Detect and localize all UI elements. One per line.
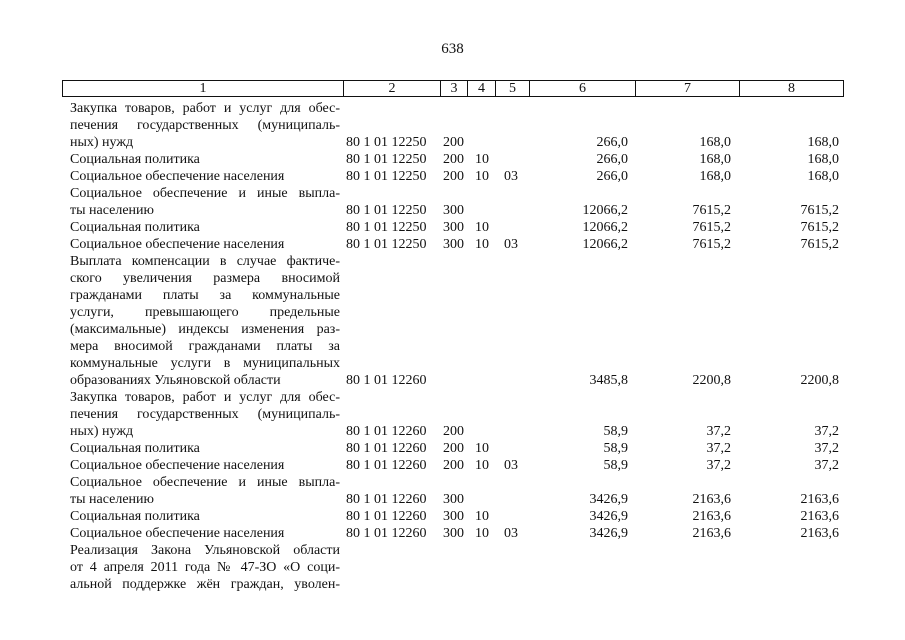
- header-col-6: 6: [529, 81, 635, 96]
- row-name-line: печения государственных (муниципаль-: [70, 118, 340, 133]
- row-value-6: 12066,2: [582, 220, 628, 235]
- row-value-7: 7615,2: [692, 237, 731, 252]
- page-number: 638: [441, 41, 464, 57]
- row-value-8: 37,2: [814, 458, 839, 473]
- table-row: [0, 253, 905, 389]
- table-row: [0, 151, 905, 168]
- row-name-line: Социальное обеспечение и иные выпла-: [70, 475, 340, 490]
- header-col-4: 4: [467, 81, 495, 96]
- table-row: [0, 236, 905, 253]
- row-value-7: 7615,2: [692, 220, 731, 235]
- row-name: [70, 542, 340, 593]
- table-row: [0, 542, 905, 593]
- row-col-4: 10: [475, 220, 489, 235]
- row-name-line: альной поддержке жён граждан, уволен-: [70, 577, 340, 592]
- row-value-7: 7615,2: [692, 203, 731, 218]
- row-col-4: 10: [475, 152, 489, 167]
- row-value-8: 7615,2: [800, 237, 839, 252]
- row-code: 80 1 01 12260: [346, 441, 427, 456]
- row-code: 80 1 01 12260: [346, 526, 427, 541]
- row-value-8: 168,0: [807, 169, 839, 184]
- column-number-header: [62, 80, 844, 97]
- row-name-line: Социальное обеспечение населения: [70, 169, 285, 184]
- row-col-3: 200: [443, 441, 464, 456]
- row-code: 80 1 01 12260: [346, 458, 427, 473]
- row-col-3: 300: [443, 237, 464, 252]
- row-name-line: Закупка товаров, работ и услуг для обес-: [70, 101, 340, 116]
- header-col-5: 5: [495, 81, 529, 96]
- row-name-line: ского увеличения размера вносимой: [70, 271, 340, 286]
- row-value-7: 168,0: [699, 169, 731, 184]
- row-name-line: Социальное обеспечение населения: [70, 526, 285, 541]
- row-code: 80 1 01 12250: [346, 135, 427, 150]
- table-row: [0, 168, 905, 185]
- row-name: [70, 151, 340, 168]
- row-value-6: 58,9: [603, 458, 628, 473]
- row-value-6: 3426,9: [589, 492, 628, 507]
- row-value-7: 168,0: [699, 135, 731, 150]
- header-col-1: 1: [199, 81, 207, 96]
- row-col-3: 300: [443, 492, 464, 507]
- row-name: [70, 236, 340, 253]
- row-name-line: мера вносимой гражданами платы за: [70, 339, 340, 354]
- row-name: [70, 508, 340, 525]
- row-code: 80 1 01 12260: [346, 509, 427, 524]
- table-row: [0, 474, 905, 508]
- row-name-line: Социальное обеспечение населения: [70, 458, 285, 473]
- row-value-6: 266,0: [596, 135, 628, 150]
- row-value-7: 2163,6: [692, 526, 731, 541]
- row-value-7: 2163,6: [692, 509, 731, 524]
- row-value-6: 266,0: [596, 169, 628, 184]
- row-value-7: 2200,8: [692, 373, 731, 388]
- table-row: [0, 508, 905, 525]
- row-value-8: 168,0: [807, 135, 839, 150]
- header-col-8: 8: [739, 81, 843, 96]
- row-col-4: 10: [475, 237, 489, 252]
- row-name: [70, 219, 340, 236]
- row-value-6: 3485,8: [589, 373, 628, 388]
- row-name: [70, 168, 340, 185]
- row-name-line: Социальная политика: [70, 152, 200, 167]
- row-col-3: 200: [443, 135, 464, 150]
- row-name: [70, 253, 340, 389]
- row-name-line: печения государственных (муниципаль-: [70, 407, 340, 422]
- row-name-line: от 4 апреля 2011 года № 47-ЗО «О соци-: [70, 560, 340, 575]
- row-col-4: 10: [475, 169, 489, 184]
- row-value-8: 2163,6: [800, 492, 839, 507]
- row-value-8: 2200,8: [800, 373, 839, 388]
- row-col-5: 03: [504, 526, 518, 541]
- row-name: [70, 474, 340, 508]
- row-col-3: 200: [443, 458, 464, 473]
- row-code: 80 1 01 12250: [346, 152, 427, 167]
- table-row: [0, 219, 905, 236]
- row-name-line: ных) нужд: [70, 135, 134, 150]
- row-value-7: 37,2: [706, 441, 731, 456]
- row-code: 80 1 01 12260: [346, 373, 427, 388]
- row-value-8: 2163,6: [800, 526, 839, 541]
- row-name-line: Социальная политика: [70, 220, 200, 235]
- row-name-line: гражданами платы за коммунальные: [70, 288, 340, 303]
- row-name-line: услуги, превышающего предельные: [70, 305, 340, 320]
- row-name: [70, 389, 340, 440]
- row-col-5: 03: [504, 237, 518, 252]
- row-value-6: 3426,9: [589, 526, 628, 541]
- row-col-4: 10: [475, 509, 489, 524]
- table-row: [0, 100, 905, 151]
- table-row: [0, 185, 905, 219]
- row-code: 80 1 01 12260: [346, 424, 427, 439]
- row-value-7: 168,0: [699, 152, 731, 167]
- row-col-3: 200: [443, 424, 464, 439]
- row-name-line: Закупка товаров, работ и услуг для обес-: [70, 390, 340, 405]
- row-value-8: 168,0: [807, 152, 839, 167]
- row-value-7: 37,2: [706, 458, 731, 473]
- row-name-line: Социальное обеспечение населения: [70, 237, 285, 252]
- row-name-line: (максимальные) индексы изменения раз-: [70, 322, 340, 337]
- row-value-8: 7615,2: [800, 220, 839, 235]
- row-name-line: ты населению: [70, 492, 154, 507]
- table-row: [0, 525, 905, 542]
- row-col-5: 03: [504, 458, 518, 473]
- row-name: [70, 185, 340, 219]
- table-row: [0, 440, 905, 457]
- row-value-7: [640, 576, 731, 593]
- header-col-3: 3: [440, 81, 467, 96]
- row-value-6: 12066,2: [582, 237, 628, 252]
- header-col-2: 2: [343, 81, 440, 96]
- row-name-line: коммунальные услуги в муниципальных: [70, 356, 340, 371]
- row-col-4: 10: [475, 458, 489, 473]
- row-value-8: 7615,2: [800, 203, 839, 218]
- row-col-3: 200: [443, 152, 464, 167]
- row-col-5: 03: [504, 169, 518, 184]
- row-col-3: 300: [443, 526, 464, 541]
- row-name: [70, 440, 340, 457]
- row-value-7: 2163,6: [692, 492, 731, 507]
- row-value-6: [540, 576, 628, 593]
- row-code: 80 1 01 12250: [346, 220, 427, 235]
- row-name-line: Реализация Закона Ульяновской области: [70, 543, 340, 558]
- row-name-line: Выплата компенсации в случае фактиче-: [70, 254, 340, 269]
- row-value-6: 12066,2: [582, 203, 628, 218]
- row-code: 80 1 01 12250: [346, 169, 427, 184]
- row-code: 80 1 01 12260: [346, 492, 427, 507]
- table-row: [0, 389, 905, 440]
- row-value-6: 266,0: [596, 152, 628, 167]
- row-name: [70, 100, 340, 151]
- row-value-6: 58,9: [603, 424, 628, 439]
- row-code: 80 1 01 12250: [346, 203, 427, 218]
- row-name: [70, 525, 340, 542]
- row-value-8: 2163,6: [800, 509, 839, 524]
- row-value-7: 37,2: [706, 424, 731, 439]
- row-col-4: 10: [475, 441, 489, 456]
- row-col-3: 200: [443, 169, 464, 184]
- row-col-3: 300: [443, 509, 464, 524]
- row-value-6: 3426,9: [589, 509, 628, 524]
- row-name-line: Социальное обеспечение и иные выпла-: [70, 186, 340, 201]
- row-col-3: 300: [443, 220, 464, 235]
- table-row: [0, 457, 905, 474]
- row-name-line: ты населению: [70, 203, 154, 218]
- table-body: [0, 100, 905, 593]
- row-value-8: [740, 576, 839, 593]
- row-name-line: образованиях Ульяновской области: [70, 373, 281, 388]
- row-code: 80 1 01 12250: [346, 237, 427, 252]
- row-name-line: ных) нужд: [70, 424, 134, 439]
- row-col-4: 10: [475, 526, 489, 541]
- row-name: [70, 457, 340, 474]
- row-value-8: 37,2: [814, 441, 839, 456]
- row-col-3: 300: [443, 203, 464, 218]
- row-value-8: 37,2: [814, 424, 839, 439]
- row-name-line: Социальная политика: [70, 509, 200, 524]
- row-value-6: 58,9: [603, 441, 628, 456]
- row-name-line: Социальная политика: [70, 441, 200, 456]
- header-col-7: 7: [635, 81, 739, 96]
